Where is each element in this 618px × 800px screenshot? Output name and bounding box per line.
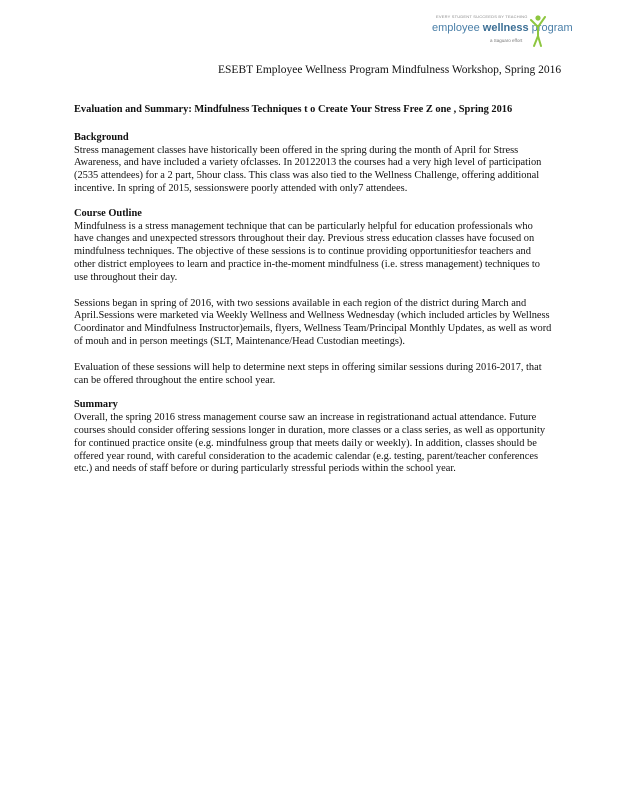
paragraph: Mindfulness is a stress management technique that can be particularly helpful for education professionals who have changes and unexpected stressors throughout their day. Previous stress education classes have focused on mindfulness techniques. The objective of these sessions is to continue providing opportunitiesfor teachers and other district employees to learn and practice in-the-moment mindfulness (i.e. stress management) techniques to use throughout their day. [74,220,540,283]
logo-tagline: EVERY STUDENT SUCCEEDS BY TEACHING [436,14,528,19]
paragraph: Evaluation of these sessions will help to determine next steps in offering similar sessions during 2016-2017, that can be offered throughout the entire school year. [74,361,542,386]
paragraph: Stress management classes have historically been offered in the spring during the month of April for Stress Awareness, and have included a variety ofclasses. In 20122013 the courses had a very high level of participation (2535 attendees) for a 2 part, 5hour class. This class was also tied to the Wellness Challenge, offering additional incentive. In spring of 2015, sessionswere poorly attended with only7 attendees. [74,144,542,194]
person-arms-up-icon [530,14,546,48]
document-title: Evaluation and Summary: Mindfulness Techniques t o Create Your Stress Free Z one , Spring 2016 [74,104,513,115]
section-summary [74,399,554,476]
wellness-program-logo [430,14,573,54]
logo-sub: a Saguaro effort [490,38,523,43]
logo-brand [432,22,573,34]
paragraph: Sessions began in spring of 2016, with two sessions available in each region of the district during March and April.Sessions were marketed via Weekly Wellness and Wellness Wednesday (which included articles by Wellness Coordinator and Mindfulness Instructor)emails, flyers, Wellness Team/Principal Monthly Updates, as well as word of mouh and in person meetings (SLT, Maintenance/Head Custodian meetings). [74,297,552,347]
logo-brand-end: program [528,22,573,34]
document-body [74,104,554,488]
section-heading: Course Outline [74,207,142,219]
header-title: ESEBT Employee Wellness Program Mindfulness Workshop, Spring 2016 [218,64,562,76]
paragraph: Overall, the spring 2016 stress management course saw an increase in registrationand actual attendance. Future courses should consider offering sessions longer in duration, more classes or a class series, as well as opportunity for continued practice onsite (e.g. mindfulness group that meets daily or weekly). In addition, classes should be offered year round, with careful consideration to the academic calendar (e.g. testing, parent/teacher conferences etc.) and needs of staff before or during particularly stressful periods within the school year. [74,412,546,475]
section-heading: Background [74,131,129,143]
logo-brand-bold: wellness [482,22,529,34]
section-background [74,132,554,196]
section-heading: Summary [74,399,118,411]
section-course-outline [74,208,554,388]
logo-brand-light: employee [432,22,483,34]
